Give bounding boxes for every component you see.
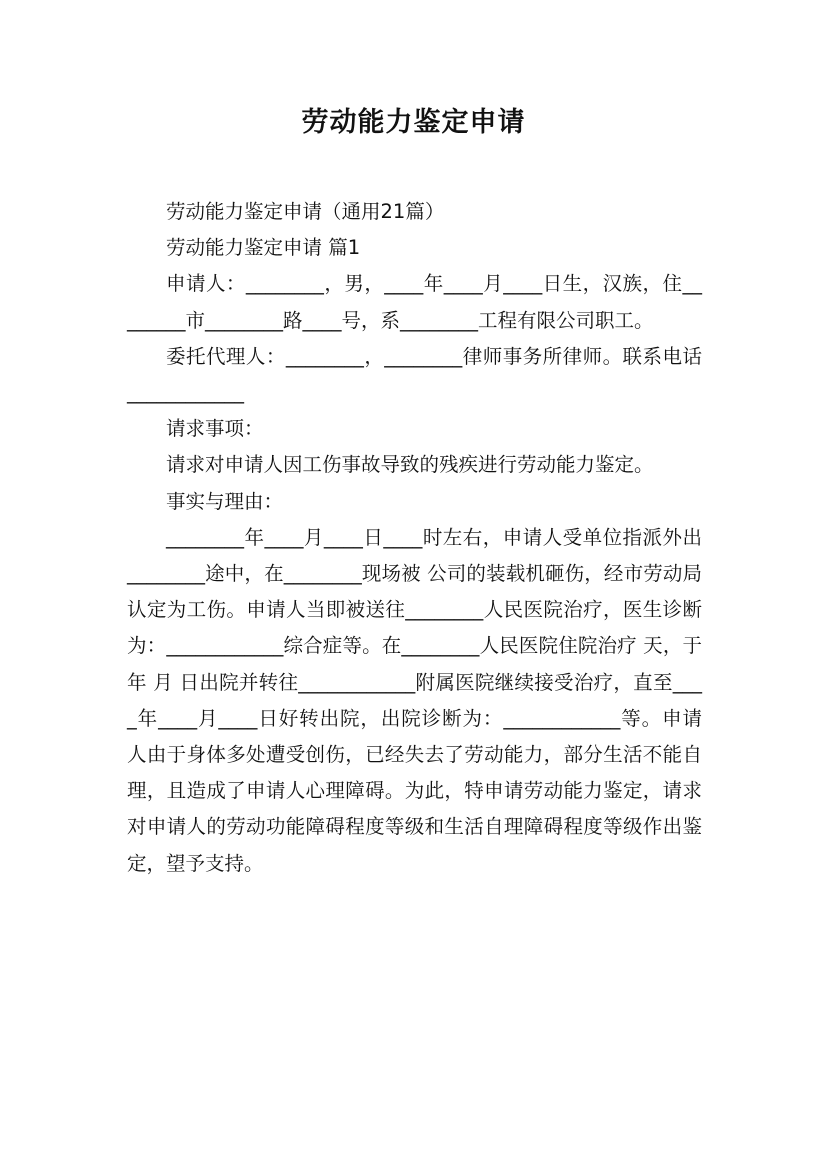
section-heading: 劳动能力鉴定申请 篇1: [166, 236, 361, 260]
collection-heading: 劳动能力鉴定申请（通用21篇）: [166, 200, 445, 223]
request-heading: 请求事项：: [166, 417, 264, 441]
agent-paragraph: 委托代理人：________，________律师事务所律师。联系电话____________: [127, 344, 702, 405]
request-paragraph: 请求对申请人因工伤事故导致的残疾进行劳动能力鉴定。: [166, 453, 654, 477]
document-title: 劳动能力鉴定申请: [301, 107, 526, 138]
applicant-paragraph: 申请人：________，男，____年____月____日生，汉族，住________市________路____号，系________工程有限公司职工。: [127, 272, 702, 332]
facts-paragraph: ________年____月____日____时左右，申请人受单位指派外出________途中，在________现场被 公司的装载机砸伤，经市劳动局认定为工伤。申请人当即被送往________人民医院治疗，医生诊断为：____________综合症等。在________人民医院住院治疗 天，于 年 月 日出院并转往____________附属医院继续接受治疗，直至____年____月____日好转出院，出院诊断为：____________等。申请人由于身体多处遭受创伤，已经失去了劳动能力，部分生活不能自理，且造成了申请人心理障碍。为此，特申请劳动能力鉴定，请求对申请人的劳动功能障碍程度等级和生活自理障碍程度等级作出鉴定，望予支持。: [127, 525, 702, 875]
document-body: [127, 194, 702, 882]
facts-heading: 事实与理由：: [166, 489, 284, 513]
